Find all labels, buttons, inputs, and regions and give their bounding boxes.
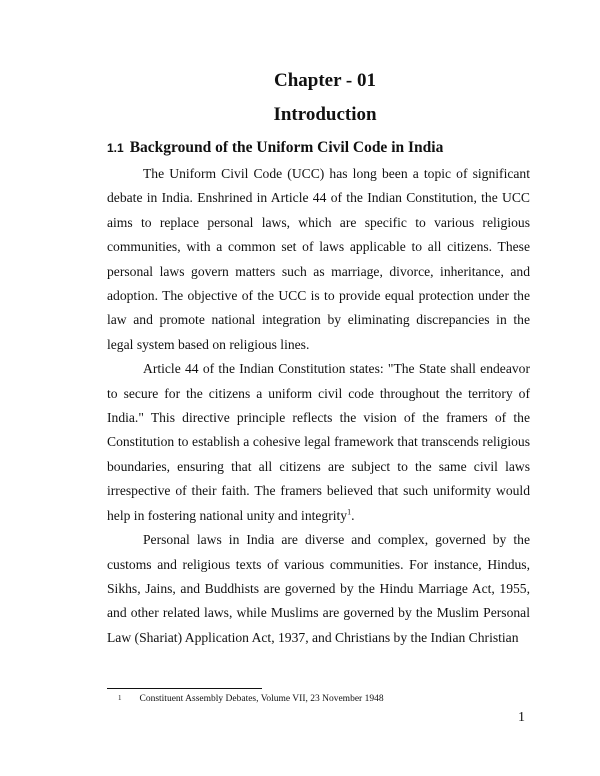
chapter-title: Introduction: [273, 104, 377, 125]
paragraph-3: Personal laws in India are diverse and complex, governed by the customs and religious texts of various communities. For instance, Hindus, Sikhs, Jains, and Buddhists are governed by the Hindu Marriage Act, 1955, and other related laws, while Muslims are governed by the Muslim Personal Law (Shariat) Application Act, 1937, and Christians by the Indian Christian: [107, 532, 530, 645]
footnote-text: Constituent Assembly Debates, Volume VII, 23 November 1948: [139, 694, 384, 704]
section-number: 1.1: [107, 141, 124, 155]
paragraph-2-text: Article 44 of the Indian Constitution states: "The State shall endeavor to secure for the citizens a uniform civil code throughout the territory of India." This directive principle reflects the vision of the framers of the Constitution to establish a cohesive legal framework that transcends religious boundaries, ensuring that all citizens are subject to the same civil laws irrespective of their faith. The framers believed that such uniformity would help in fostering national unity and integrity: [107, 361, 530, 523]
footnote-divider: [107, 688, 262, 689]
footnote: [118, 694, 384, 704]
footnote-reference[interactable]: 1: [347, 507, 352, 517]
section-heading-text: Background of the Uniform Civil Code in India: [129, 139, 444, 156]
page-number: 1: [518, 710, 525, 725]
section-heading: [107, 139, 443, 157]
paragraph-1: The Uniform Civil Code (UCC) has long been a topic of significant debate in India. Enshrined in Article 44 of the Indian Constitution, the UCC aims to replace personal laws, which are specific to various religious communities, with a common set of laws applicable to all citizens. These personal laws govern matters such as marriage, divorce, inheritance, and adoption. The objective of the UCC is to provide equal protection under the law and promote national integration by eliminating discrepancies in the legal system based on religious lines.: [107, 166, 530, 352]
footnote-mark: 1: [118, 694, 122, 702]
chapter-label: Chapter - 01: [273, 70, 377, 91]
body-text: [107, 162, 530, 650]
paragraph-2: [107, 357, 530, 528]
paragraph-2-end: .: [351, 507, 355, 523]
